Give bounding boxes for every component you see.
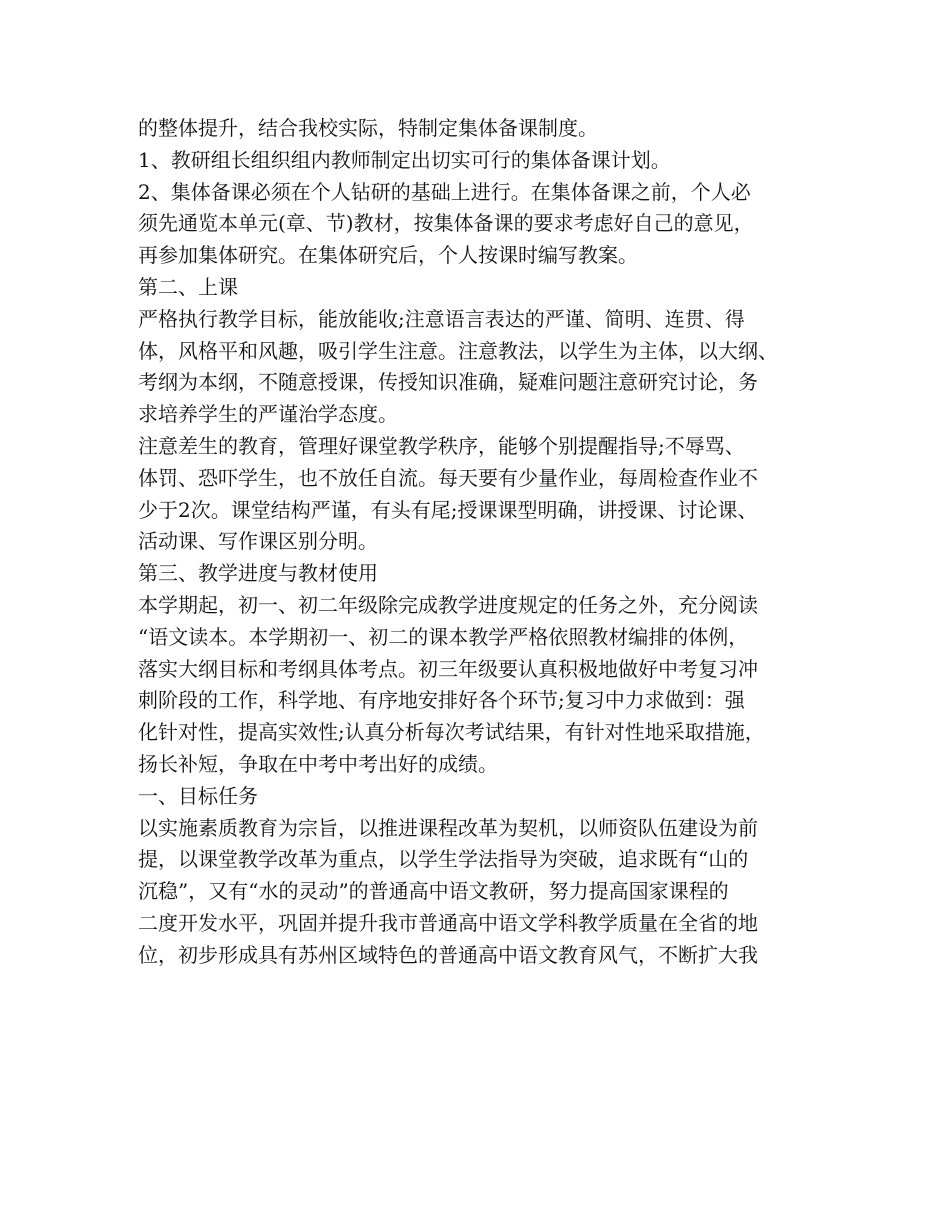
text-line: 注意差生的教育，管理好课堂教学秩序，能够个别提醒指导;不辱骂、 (138, 433, 745, 458)
section-heading: 一、目标任务 (138, 783, 258, 808)
text-line: 须先通览本单元(章、节)教材，按集体备课的要求考虑好自己的意见， (138, 211, 754, 236)
section-heading: 第三、教学进度与教材使用 (138, 561, 378, 586)
text-line: 提，以课堂教学改革为重点，以学生学法指导为突破，追求既有“山的 (138, 847, 749, 872)
text-line: 严格执行教学目标，能放能收;注意语言表达的严谨、简明、连贯、得 (138, 306, 745, 331)
body-text (138, 113, 838, 972)
text-line: 求培养学生的严谨治学态度。 (138, 402, 398, 427)
text-line: 本学期起，初一、初二年级除完成教学进度规定的任务之外，充分阅读 (138, 592, 758, 617)
text-line: 活动课、写作课区别分明。 (138, 529, 378, 554)
section-heading: 第二、上课 (138, 274, 238, 299)
text-line: 少于2次。课堂结构严谨，有头有尾;授课课型明确，讲授课、讨论课、 (138, 497, 758, 522)
text-line: 以实施素质教育为宗旨，以推进课程改革为契机，以师资队伍建设为前 (138, 815, 758, 840)
text-line: 刺阶段的工作，科学地、有序地安排好各个环节;复习中力求做到：强 (138, 688, 745, 713)
text-line: 的整体提升，结合我校实际，特制定集体备课制度。 (138, 116, 598, 140)
text-line: 再参加集体研究。在集体研究后，个人按课时编写教案。 (138, 243, 638, 268)
text-line: 体罚、恐吓学生，也不放任自流。每天要有少量作业，每周检查作业不 (138, 465, 758, 490)
text-line: 1、教研组长组织组内教师制定出切实可行的集体备课计划。 (138, 147, 671, 172)
text-line: 扬长补短，争取在中考中考出好的成绩。 (138, 751, 498, 776)
text-line: 沉稳”，又有“水的灵动”的普通高中语文教研，努力提高国家课程的 (138, 879, 729, 904)
text-line: 落实大纲目标和考纲具体考点。初三年级要认真积极地做好中考复习冲 (138, 656, 758, 681)
text-line: 2、集体备课必须在个人钻研的基础上进行。在集体备课之前，个人必 (138, 179, 751, 204)
text-line: “语文读本。本学期初一、初二的课本教学严格依照教材编排的体例， (138, 624, 749, 649)
text-line: 化针对性，提高实效性;认真分析每次考试结果，有针对性地采取措施， (138, 720, 765, 745)
text-line: 考纲为本纲，不随意授课，传授知识准确，疑难问题注意研究讨论，务 (138, 370, 758, 395)
text-line: 二度开发水平，巩固并提升我市普通高中语文学科教学质量在全省的地 (138, 910, 758, 935)
text-line: 体，风格平和风趣，吸引学生注意。注意教法，以学生为主体，以大纲、 (138, 338, 778, 363)
text-line: 位，初步形成具有苏州区域特色的普通高中语文教育风气，不断扩大我 (138, 942, 758, 967)
